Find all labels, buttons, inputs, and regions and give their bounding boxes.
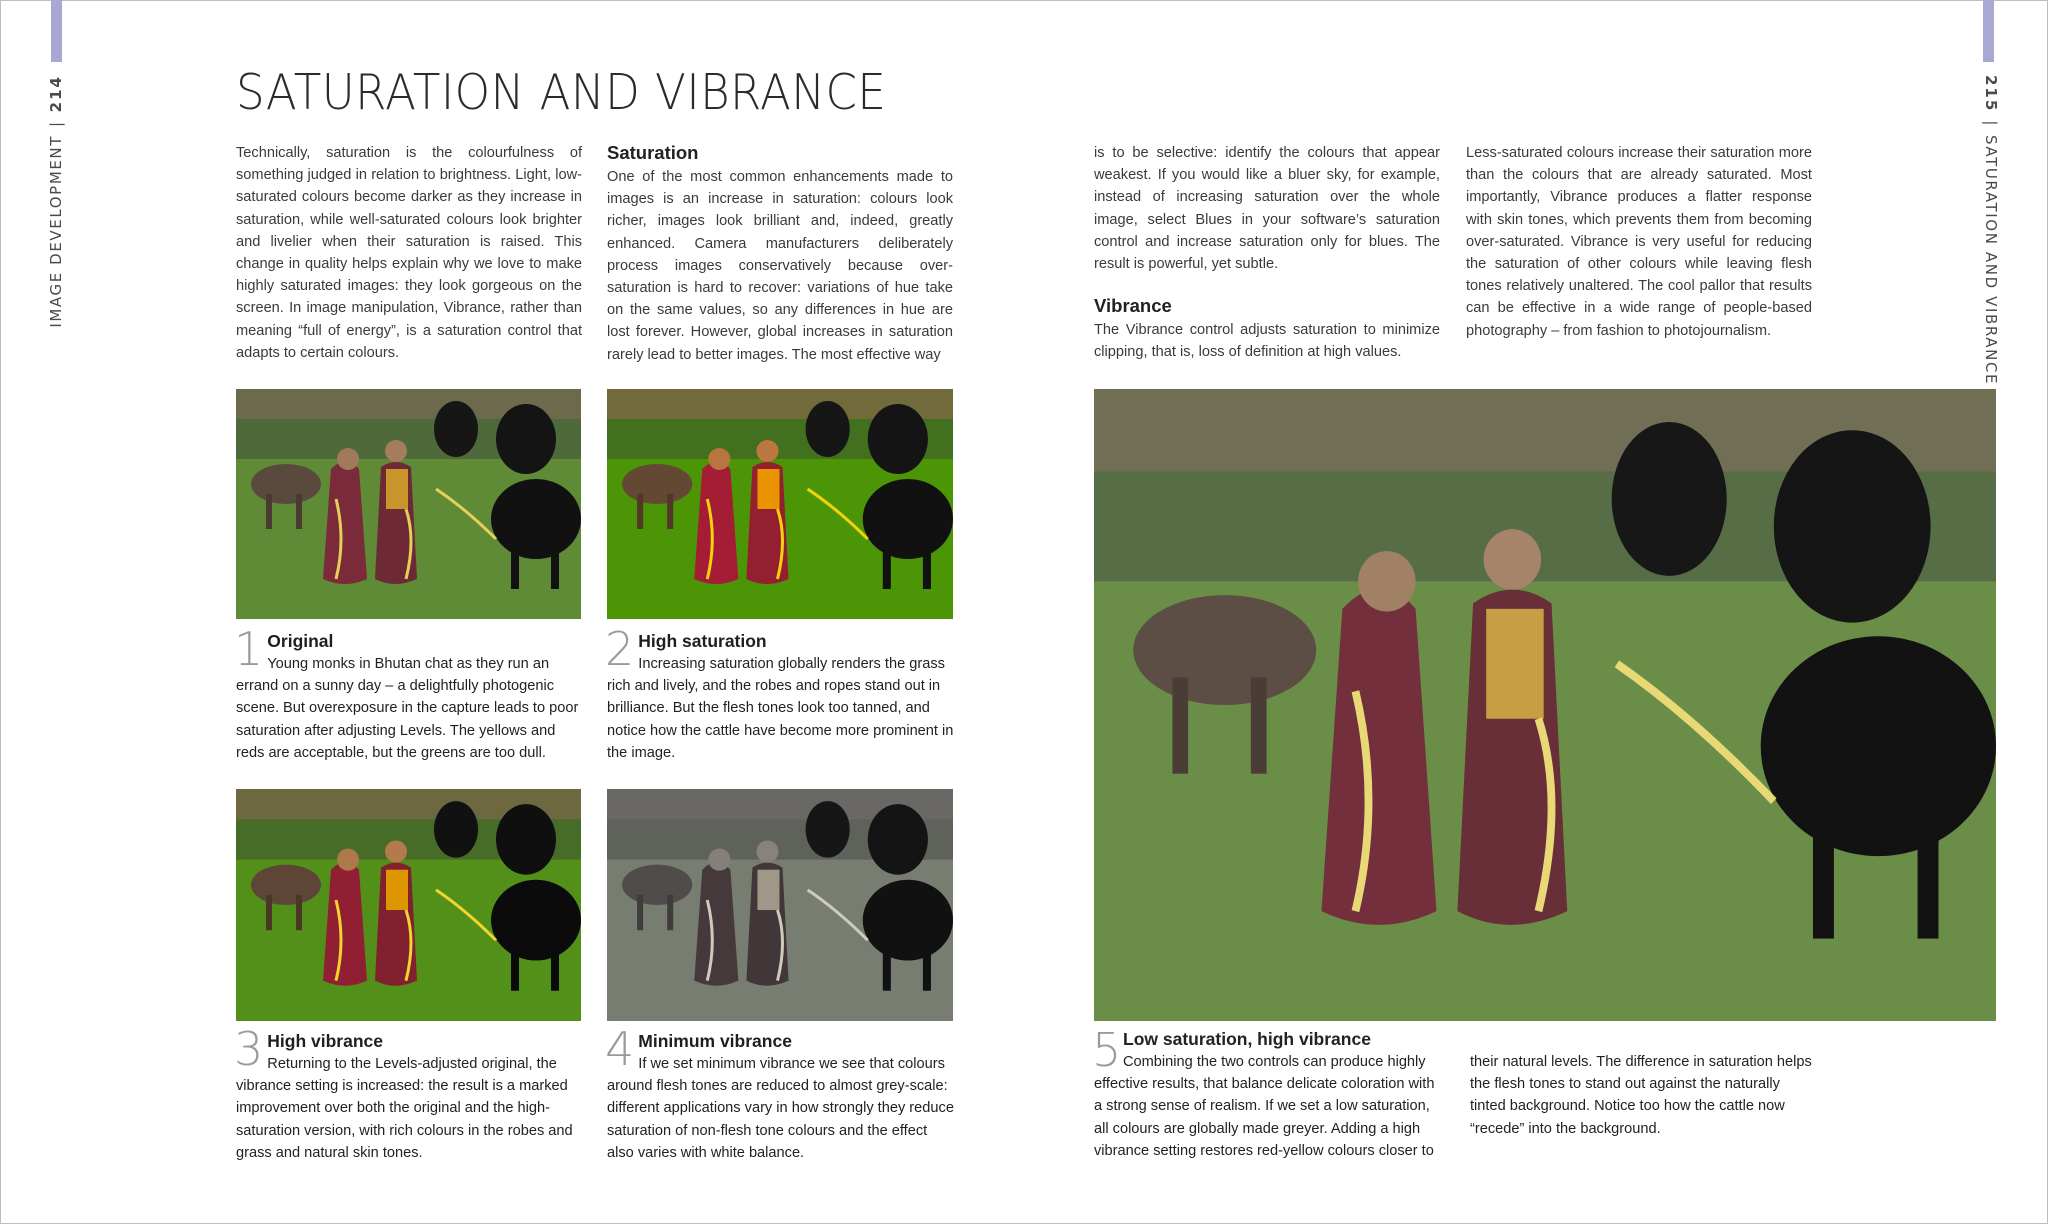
- caption-title: Original: [267, 631, 334, 651]
- caption-1: [234, 622, 586, 764]
- saturation-column: [607, 141, 953, 366]
- intro-text: Technically, saturation is the colourfulness of something judged in relation to brightness. Light, low-saturated colours become darker as they increase in saturation, while well-saturated colours look brighter and livelier when their saturation is raised. This change in quality helps explain why we love to make highly saturated images: they look gorgeous on the screen. In image manipulation, Vibrance, rather than meaning “full of energy”, is a saturation control that adapts to certain colours.: [236, 145, 582, 361]
- caption-title: Minimum vibrance: [638, 1031, 792, 1051]
- vibrance-continued-column: [1466, 142, 1812, 342]
- caption-text: Young monks in Bhutan chat as they run an errand on a sunny day – a delightfully photogenic scene. But overexposure in the capture leads to poor saturation after adjusting Levels. The yellows and reds are acceptable, but the greens are too dull.: [236, 656, 579, 761]
- caption-body: [1094, 1051, 1814, 1162]
- right-edge-marker: [1983, 0, 1994, 62]
- photo-high-saturation: [607, 389, 953, 619]
- vibrance-continued-text: Less-saturated colours increase their saturation more than the colours that are already saturated. Most importantly, Vibrance produces a flatter response with skin tones, which prevents them from becoming over-saturated. Vibrance is very useful for reducing the saturation of other colours while leaving flesh tones relatively unaltered. The cool pallor that results can be effective in a wide range of people-based photography – from fashion to photojournalism.: [1466, 145, 1812, 339]
- saturation-heading: Saturation: [607, 142, 699, 163]
- left-section: IMAGE DEVELOPMENT: [47, 134, 65, 328]
- caption-title: Low saturation, high vibrance: [1123, 1029, 1371, 1049]
- right-running-head: 215|SATURATION AND VIBRANCE: [1982, 75, 2000, 386]
- caption-number: 5: [1092, 1023, 1122, 1077]
- vibrance-heading: Vibrance: [1094, 295, 1172, 317]
- saturation-continued-text: is to be selective: identify the colours that appear weakest. If you would like a bluer sky, for example, instead of increasing saturation over the whole image, select Blues in your software’s saturation control and increase saturation only for blues. The result is powerful, yet subtle.: [1094, 145, 1440, 273]
- caption-text: If we set minimum vibrance we see that colours around flesh tones are reduced to almost grey-scale: different applications vary in how strongly they reduce saturation of non-flesh tone colours and the effect also varies with white balance.: [607, 1056, 954, 1161]
- caption-title: High saturation: [638, 631, 767, 651]
- saturation-text: One of the most common enhancements made to images is an increase in saturation: colours look richer, images look brilliant and, indeed, greatly enhanced. Camera manufacturers deliberately process images conservatively because over-saturation is hard to recover: variations of hue take on the same values, so any differences in hue are lost forever. However, global increases in saturation rarely lead to better images. The most effective way: [607, 169, 953, 363]
- caption-number: 4: [605, 1022, 635, 1076]
- caption-number: 3: [234, 1022, 264, 1076]
- saturation-continued-column: [1094, 142, 1440, 364]
- photo-low-saturation-high-vibrance: [1094, 389, 1996, 1021]
- left-page-number: 214: [47, 75, 65, 113]
- photo-minimum-vibrance: [607, 789, 953, 1021]
- right-section: SATURATION AND VIBRANCE: [1982, 134, 2000, 386]
- caption-number: 1: [234, 622, 264, 676]
- photo-high-vibrance: [236, 789, 581, 1021]
- page-title: SATURATION AND VIBRANCE: [236, 64, 887, 121]
- left-running-head: IMAGE DEVELOPMENT|214: [47, 75, 65, 328]
- vibrance-text: The Vibrance control adjusts saturation to minimize clipping, that is, loss of definition at high values.: [1094, 322, 1440, 361]
- left-edge-marker: [51, 0, 62, 62]
- caption-text: Combining the two controls can produce highly effective results, that balance delicate coloration with a strong sense of realism. If we set a low saturation, all colours are globally made greyer. Adding a high vibrance setting restores red-yellow colours closer to their natural levels. The difference in saturation helps the flesh tones to stand out against the naturally tinted background. Notice too how the cattle now “recede” into the background.: [1094, 1054, 1812, 1159]
- caption-number: 2: [605, 622, 635, 676]
- caption-title: High vibrance: [267, 1031, 384, 1051]
- photo-original: [236, 389, 581, 619]
- caption-5: [1092, 1023, 1814, 1162]
- caption-text: Increasing saturation globally renders the grass rich and lively, and the robes and ropes stand out in brilliance. But the flesh tones look too tanned, and notice how the cattle have become more prominent in the image.: [607, 656, 954, 761]
- caption-4: [605, 1022, 957, 1164]
- intro-column: [236, 142, 582, 364]
- caption-2: [605, 622, 957, 764]
- caption-3: [234, 1022, 586, 1164]
- right-page-number: 215: [1982, 75, 2000, 113]
- caption-text: Returning to the Levels-adjusted original, the vibrance setting is increased: the result is a marked improvement over both the original and the high-saturation version, with rich colours in the robes and grass and natural skin tones.: [236, 1056, 573, 1161]
